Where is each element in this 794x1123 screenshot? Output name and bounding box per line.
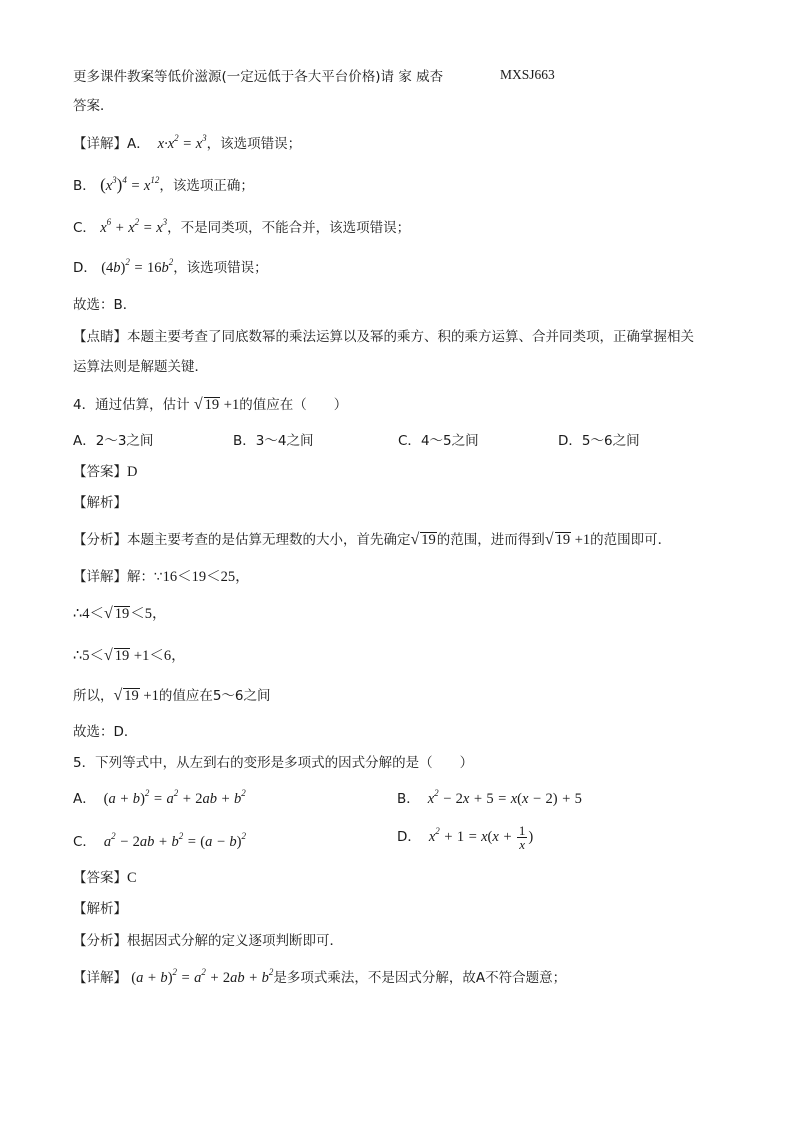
q4-step2: ∴4＜√ 19＜5，	[73, 605, 167, 622]
q4-answer: 【答案】D	[73, 464, 138, 480]
sqrt-expression: √ 19 +1	[193, 396, 240, 413]
q5-fenxi: 【分析】根据因式分解的定义逐项判断即可．	[73, 933, 343, 949]
q5-option-b: B． $x^2 - 2x + 5 = x(x - 2) + 5$	[397, 788, 582, 807]
q4-conclusion: 所以，√ 19 +1的值应在5～6之间	[73, 687, 271, 704]
q5-option-a: A． $(a + b)^2 = a^2 + 2ab + b^2$	[73, 788, 246, 807]
q5-answer: 【答案】C	[73, 870, 137, 886]
q3-detail-d: D． $(4b)^2 = 16b^2$，该选项错误；	[73, 257, 268, 276]
q4-step3: ∴5＜√ 19 +1＜6，	[73, 647, 186, 664]
answer-line: 答案．	[73, 98, 114, 114]
q3-choice: 故选：B．	[73, 297, 137, 313]
formula-d: $(4b)^2 = 16b^2$	[101, 257, 174, 276]
q3-detail-a: 【详解】A． $x\cdot x^2 = x^3$，该选项错误；	[73, 133, 302, 152]
q4-option-a: A．2～3之间	[73, 433, 154, 449]
promo-header	[73, 67, 443, 87]
detail-tag: 【详解】	[73, 136, 127, 152]
q3-review-cont: 运算法则是解题关键．	[73, 359, 208, 375]
q4-option-d: D．5～6之间	[558, 433, 640, 449]
promo-code: MXSJ663	[500, 67, 555, 82]
q4-fenxi: 【分析】本题主要考查的是估算无理数的大小，首先确定√ 19的范围，进而得到√ 19 +1的范围即可．	[73, 531, 672, 548]
q4-option-b: B．3～4之间	[233, 433, 314, 449]
q3-review: 【点睛】本题主要考查了同底数幂的乘法运算以及幂的乘方、积的乘方运算、合并同类项，正确掌握相关	[73, 329, 694, 345]
q4-option-c: C．4～5之间	[398, 433, 479, 449]
formula-a: $x\cdot x^2 = x^3$	[154, 133, 207, 152]
q4-stem: 4．通过估算，估计 √ 19 +1的值应在（ ）	[73, 396, 348, 413]
q5-stem: 5．下列等式中，从左到右的变形是多项式的因式分解的是（ ）	[73, 755, 474, 771]
q4-choice: 故选：D．	[73, 724, 138, 740]
q5-option-d: D． $x^2 + 1 = x(x$ + $\frac{1}{x}$ )	[397, 823, 534, 852]
q3-detail-b: B． $(x^3)^4 = x^{12}$，该选项正确；	[73, 175, 254, 194]
promo-text: 更多课件教案等低价滋源(一定远低于各大平台价格)请 家 威杏	[73, 69, 444, 85]
q4-detail: 【详解】解：∵16＜19＜25，	[73, 569, 250, 585]
sqrt-19: √ 19	[410, 531, 436, 548]
formula-b: $(x^3)^4 = x^{12}$	[100, 175, 160, 194]
q3-detail-c: C． $x^6 + x^2 = x^3$，不是同类项，不能合并，该选项错误；	[73, 217, 411, 236]
q5-option-c: C． $a^2 - 2ab + b^2 = (a - b)^2$	[73, 831, 246, 850]
sqrt-19-plus-1: √ 19 +1	[544, 531, 591, 548]
formula-c: $x^6 + x^2 = x^3$	[100, 217, 168, 236]
q5-detail: 【详解】 $(a + b)^2 = a^2 + 2ab + b^2$是多项式乘法，不是因式分解，故A不符合题意；	[73, 967, 567, 986]
q4-analysis-tag: 【解析】	[73, 495, 127, 511]
q5-analysis-tag: 【解析】	[73, 901, 127, 917]
